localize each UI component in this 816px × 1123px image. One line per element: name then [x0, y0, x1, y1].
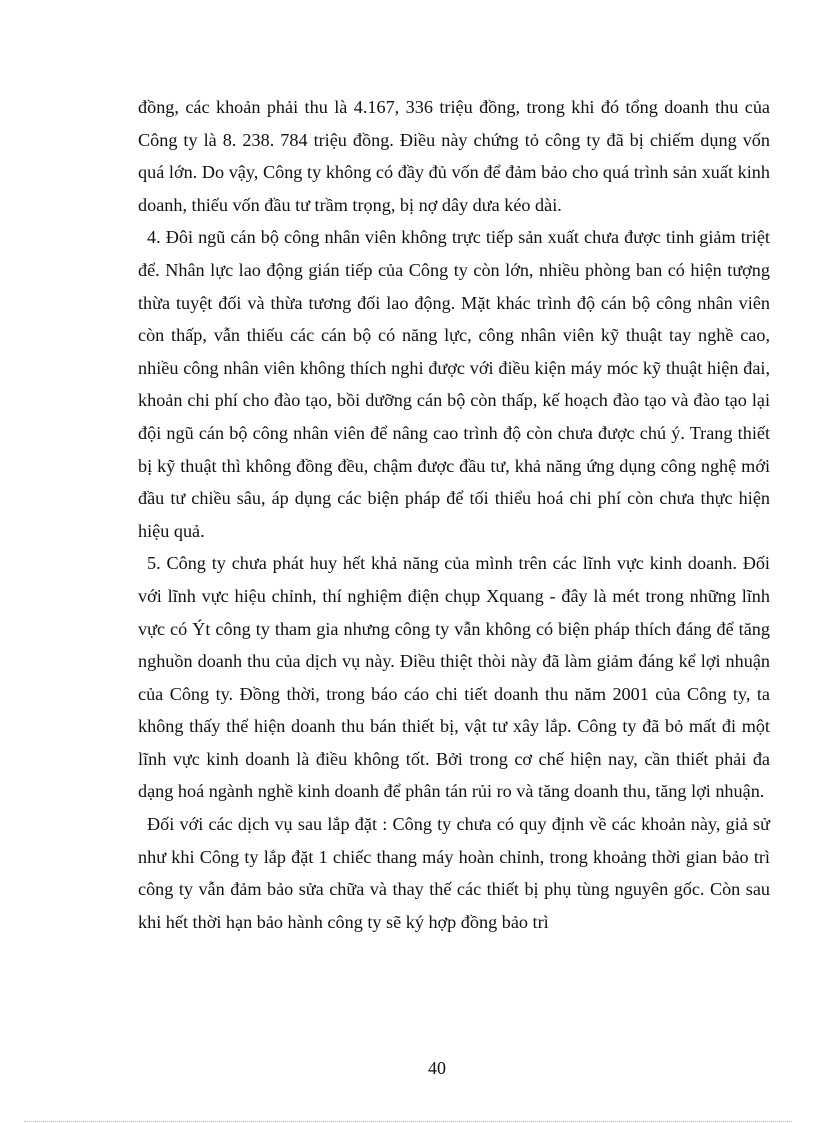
page-bottom-divider	[24, 1121, 792, 1122]
paragraph-staff-workforce: 4. Đôi ngũ cán bộ công nhân viên không trực tiếp sản xuất chưa được tinh giảm triệt để. Nhân lực lao động gián tiếp của Công ty còn lớn, nhiều phòng ban có hiện tượng thừa tuyệt đối và thừa tương đối lao động. Mặt khác trình độ cán bộ công nhân viên còn thấp, vẫn thiếu các cán bộ có năng lực, công nhân viên kỹ thuật tay nghề cao, nhiều công nhân viên không thích nghi được với điều kiện máy móc kỹ thuật hiện đai, khoản chi phí cho đào tạo, bồi dưỡng cán bộ còn thấp, kế hoạch đào tạo và đào tạo lại đội ngũ cán bộ công nhân viên để nâng cao trình độ còn chưa được chú ý. Trang thiết bị kỹ thuật thì không đồng đều, chậm được đầu tư, khả năng ứng dụng công nghệ mới đầu tư chiều sâu, áp dụng các biện pháp để tối thiểu hoá chi phí còn chưa thực hiện hiệu quả.	[138, 227, 770, 541]
paragraph-business-potential: 5. Công ty chưa phát huy hết khả năng của mình trên các lĩnh vực kinh doanh. Đối với lĩnh vực hiệu chỉnh, thí nghiệm điện chụp Xquang - đây là mét trong những lĩnh vực có Ýt công ty tham gia nhưng công ty vẫn không có biện pháp thích đáng để tăng nghuồn doanh thu của dịch vụ này. Điều thiệt thòi này đã làm giảm đáng kể lợi nhuận của Công ty. Đồng thời, trong báo cáo chi tiết doanh thu năm 2001 của Công ty, ta không thấy thể hiện doanh thu bán thiết bị, vật tư xây lắp. Công ty đã bỏ mất đi một lĩnh vực kinh doanh là điều không tốt. Bởi trong cơ chế hiện nay, cần thiết phải đa dạng hoá ngành nghề kinh doanh để phân tán rủi ro và tăng doanh thu, tăng lợi nhuận.	[138, 553, 770, 802]
page-number: 40	[428, 1058, 446, 1078]
page-body	[138, 91, 770, 938]
paragraph-capital-appropriation: đồng, các khoản phải thu là 4.167, 336 triệu đồng, trong khi đó tổng doanh thu của Công ty là 8. 238. 784 triệu đồng. Điều này chứng tỏ công ty đã bị chiếm dụng vốn quá lớn. Do vậy, Công ty không có đầy đủ vốn để đảm bảo cho quá trình sản xuất kinh doanh, thiếu vốn đầu tư trầm trọng, bị nợ dây dưa kéo dài.	[138, 97, 770, 215]
paragraph-after-installation-services: Đối với các dịch vụ sau lắp đặt : Công ty chưa có quy định về các khoản này, giả sử như khi Công ty lắp đặt 1 chiếc thang máy hoàn chỉnh, trong khoảng thời gian bảo trì công ty vẫn đảm bảo sửa chữa và thay thế các thiết bị phụ tùng nguyên gốc. Còn sau khi hết thời hạn bảo hành công ty sẽ ký hợp đồng bảo trì	[138, 814, 770, 932]
